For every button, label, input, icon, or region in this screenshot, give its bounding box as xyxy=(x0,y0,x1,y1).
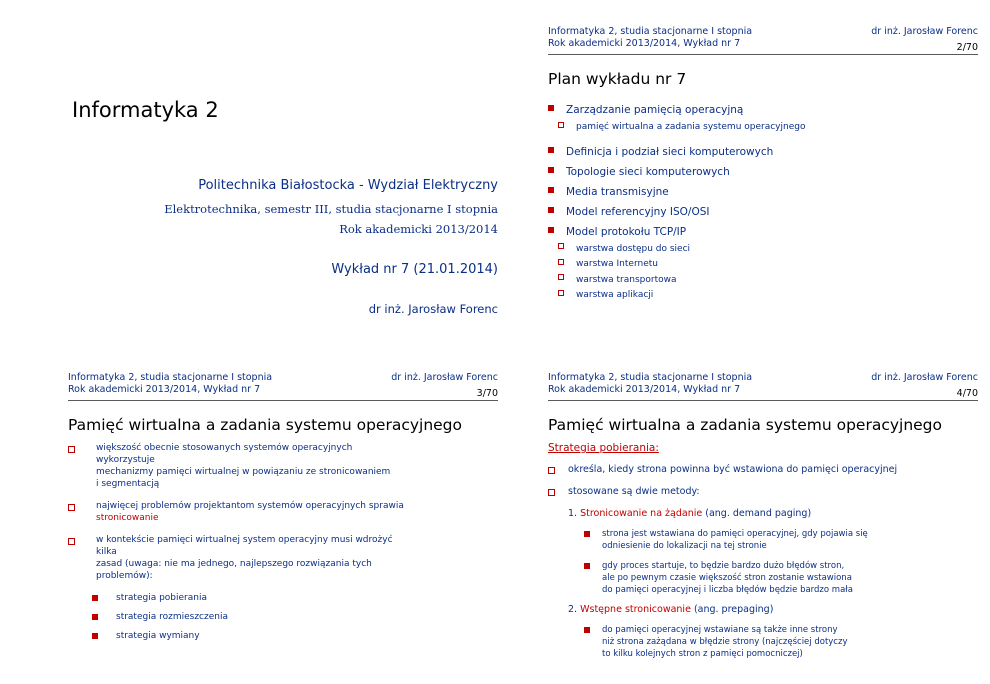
header-course: Informatyka 2, studia stacjonarne I stopnia xyxy=(548,26,753,37)
slide-content xyxy=(68,442,408,649)
list-item: Zarządzanie pamięcią operacyjną xyxy=(548,100,805,120)
list-item: Model referencyjny ISO/OSI xyxy=(548,202,805,222)
header-year: Rok akademicki 2013/2014, Wykład nr 7 xyxy=(548,38,741,49)
slide-title xyxy=(58,18,510,338)
square-bullet-icon xyxy=(548,227,554,233)
highlighted-term: stronicowanie xyxy=(96,513,159,523)
header-author: dr inż. Jarosław Forenc xyxy=(391,372,498,383)
header-divider xyxy=(68,400,498,401)
list-subitem: warstwa aplikacji xyxy=(548,288,805,304)
square-bullet-icon xyxy=(548,147,554,153)
list-item: określa, kiedy strona powinna być wstawiona do pamięci operacyjnej xyxy=(548,464,968,476)
slide-header xyxy=(68,368,498,408)
hollow-square-bullet-icon xyxy=(68,446,75,453)
slide-content xyxy=(548,442,968,668)
square-bullet-icon xyxy=(548,207,554,213)
square-bullet-icon xyxy=(92,595,98,601)
plan-list xyxy=(548,100,805,304)
square-bullet-icon xyxy=(548,187,554,193)
list-item: Model protokołu TCP/IP xyxy=(548,222,805,242)
method-name: Stronicowanie na żądanie xyxy=(580,508,703,519)
academic-year: Rok akademicki 2013/2014 xyxy=(339,222,498,236)
slide-fetch-strategy xyxy=(538,364,990,684)
slide-virtual-memory xyxy=(58,364,510,684)
header-course: Informatyka 2, studia stacjonarne I stopnia xyxy=(68,372,273,383)
hollow-square-bullet-icon xyxy=(548,467,555,474)
hollow-square-bullet-icon xyxy=(68,538,75,545)
square-bullet-icon xyxy=(548,167,554,173)
list-subitem: warstwa Internetu xyxy=(548,257,805,273)
list-subitem: do pamięci operacyjnej wstawiane są także inne strony niż strona zażądana w błędzie strony (najczęściej dotyczy to kilku kolejnych stron z pamięci pomocniczej) xyxy=(548,624,968,660)
hollow-square-bullet-icon xyxy=(558,122,564,128)
square-bullet-icon xyxy=(92,633,98,639)
method-name: Wstępne stronicowanie xyxy=(580,604,691,615)
numbered-item: 1. Stronicowanie na żądanie (ang. demand paging) xyxy=(568,508,812,519)
list-item: stosowane są dwie metody: xyxy=(548,486,968,498)
slide-plan xyxy=(538,18,990,338)
list-item: większość obecnie stosowanych systemów operacyjnych wykorzystuje mechanizmy pamięci wirtualnej w powiązaniu ze stronicowaniem i segmentacją xyxy=(68,442,408,490)
hollow-square-bullet-icon xyxy=(558,274,564,280)
hollow-square-bullet-icon xyxy=(548,489,555,496)
header-author: dr inż. Jarosław Forenc xyxy=(871,26,978,37)
square-bullet-icon xyxy=(584,627,590,633)
header-divider xyxy=(548,54,978,55)
slide-heading: Pamięć wirtualna a zadania systemu operacyjnego xyxy=(68,416,463,434)
hollow-square-bullet-icon xyxy=(558,243,564,249)
square-bullet-icon xyxy=(548,105,554,111)
square-bullet-icon xyxy=(584,531,590,537)
list-item: najwięcej problemów projektantom systemów operacyjnych sprawia stronicowanie xyxy=(68,500,408,524)
hollow-square-bullet-icon xyxy=(558,290,564,296)
header-year: Rok akademicki 2013/2014, Wykład nr 7 xyxy=(68,384,261,395)
list-subitem: warstwa transportowa xyxy=(548,273,805,289)
page-number: 4/70 xyxy=(956,388,978,399)
list-subitem: strategia rozmieszczenia xyxy=(68,611,408,623)
list-item: Media transmisyjne xyxy=(548,182,805,202)
slide-header xyxy=(548,368,978,408)
square-bullet-icon xyxy=(584,563,590,569)
header-divider xyxy=(548,400,978,401)
list-subitem: pamięć wirtualna a zadania systemu operacyjnego xyxy=(548,120,805,136)
page-number: 3/70 xyxy=(476,388,498,399)
numbered-item: 2. Wstępne stronicowanie (ang. prepaging) xyxy=(568,604,774,615)
list-item: w kontekście pamięci wirtualnej system operacyjny musi wdrożyć kilka zasad (uwaga: nie ma jednego, najlepszego rozwiązania tych problemów): xyxy=(68,534,408,582)
hollow-square-bullet-icon xyxy=(558,259,564,265)
header-year: Rok akademicki 2013/2014, Wykład nr 7 xyxy=(548,384,741,395)
list-subitem: strategia wymiany xyxy=(68,630,408,642)
author-name: dr inż. Jarosław Forenc xyxy=(368,302,498,316)
list-item: Topologie sieci komputerowych xyxy=(548,162,805,182)
course-title: Informatyka 2 xyxy=(72,98,219,122)
page-number: 2/70 xyxy=(956,42,978,53)
hollow-square-bullet-icon xyxy=(68,504,75,511)
square-bullet-icon xyxy=(92,614,98,620)
slide-header xyxy=(548,22,978,62)
header-course: Informatyka 2, studia stacjonarne I stopnia xyxy=(548,372,753,383)
study-program: Elektrotechnika, semestr III, studia stacjonarne I stopnia xyxy=(164,202,498,216)
lecture-number: Wykład nr 7 (21.01.2014) xyxy=(331,262,498,277)
list-subitem: strona jest wstawiana do pamięci operacyjnej, gdy pojawia się odniesienie do lokalizacji na tej stronie xyxy=(548,528,968,552)
list-subitem: strategia pobierania xyxy=(68,592,408,604)
slide-heading: Plan wykładu nr 7 xyxy=(548,70,687,88)
list-item: Definicja i podział sieci komputerowych xyxy=(548,142,805,162)
slide-heading: Pamięć wirtualna a zadania systemu operacyjnego xyxy=(548,416,943,434)
list-subitem: gdy proces startuje, to będzie bardzo dużo błędów stron, ale po pewnym czasie większość stron zostanie wstawiona do pamięci operacyjnej i liczba błędów będzie bardzo mała xyxy=(548,560,968,596)
section-heading: Strategia pobierania: xyxy=(548,442,659,454)
list-subitem: warstwa dostępu do sieci xyxy=(548,242,805,258)
university-name: Politechnika Białostocka - Wydział Elektryczny xyxy=(198,178,498,193)
header-author: dr inż. Jarosław Forenc xyxy=(871,372,978,383)
